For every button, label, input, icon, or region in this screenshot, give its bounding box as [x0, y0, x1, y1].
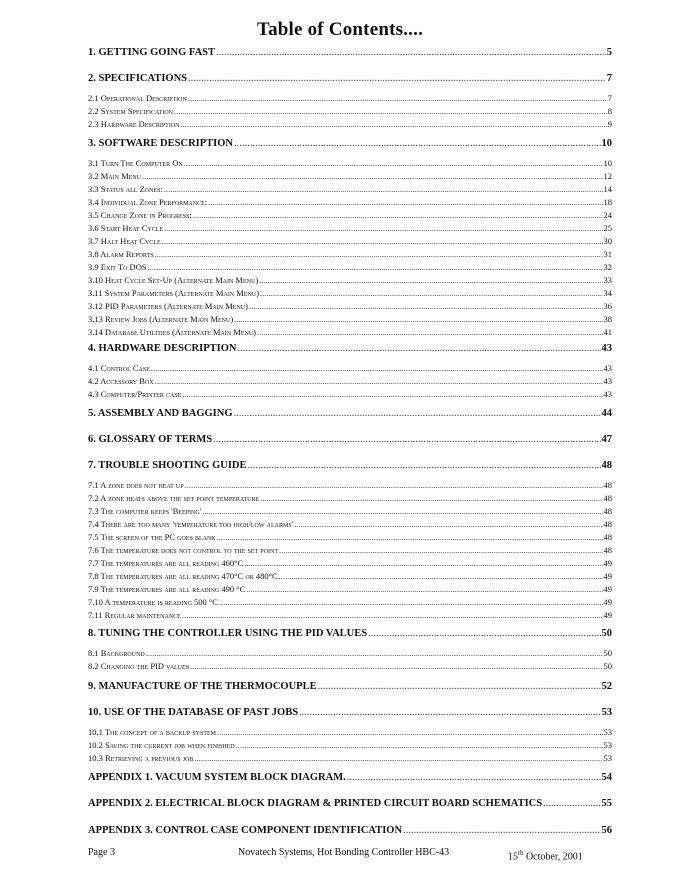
toc-entry-label: 9. MANUFACTURE OF THE THERMOCOUPLE	[88, 681, 317, 692]
toc-subsection-entry[interactable]	[88, 170, 612, 182]
toc-entry-label: 10.2 Saving the current job when finished	[88, 740, 235, 750]
toc-dot-leader	[249, 300, 603, 312]
toc-subsection-entry[interactable]	[88, 492, 612, 504]
toc-subsection-entry[interactable]	[88, 544, 612, 556]
toc-dot-leader	[294, 518, 602, 530]
toc-entry-label: 10. USE OF THE DATABASE OF PAST JOBS	[88, 707, 299, 718]
toc-subsection-entry[interactable]	[88, 570, 612, 582]
toc-entry-label: 7. TROUBLE SHOOTING GUIDE	[88, 460, 247, 471]
toc-dot-leader	[202, 505, 602, 517]
toc-entry-page: 49	[603, 610, 612, 620]
toc-entry-label: APPENDIX 3. CONTROL CASE COMPONENT IDENTIFICATION	[88, 825, 403, 836]
toc-dot-leader	[151, 362, 603, 374]
toc-dot-leader	[257, 326, 603, 338]
toc-entry-page: 55	[601, 798, 612, 809]
toc-dot-leader	[403, 824, 600, 838]
toc-entry-page: 7	[607, 93, 612, 103]
toc-entry-label: 3.8 Alarm Reports	[88, 249, 154, 259]
toc-entry-label: 10.3 Retrieving a previous job	[88, 753, 194, 763]
toc-entry-page: 5	[606, 47, 612, 58]
toc-entry-label: 3.3 Status all Zones:	[88, 184, 163, 194]
toc-section-entry[interactable]	[88, 459, 612, 473]
toc-entry-page: 52	[601, 681, 612, 692]
toc-subsection-entry[interactable]	[88, 752, 612, 764]
toc-entry-page: 48	[603, 480, 612, 490]
toc-entry-page: 56	[601, 825, 612, 836]
toc-dot-leader	[188, 72, 606, 86]
toc-entry-page: 48	[603, 532, 612, 542]
toc-entry-label: 7.11 Regular maintenance	[88, 610, 181, 620]
toc-entry-label: 3.11 System Parameters (Alternate Main Menu)	[88, 288, 259, 298]
toc-entry-label: 3.2 Main Menu	[88, 171, 141, 181]
toc-subsection-entry[interactable]	[88, 157, 612, 169]
toc-entry-page: 48	[603, 519, 612, 529]
toc-subsection-entry[interactable]	[88, 375, 612, 387]
toc-entry-page: 36	[603, 301, 612, 311]
toc-entry-label: 3.5 Change Zone in Progress:	[88, 210, 192, 220]
toc-entry-label: 3.7 Halt Heat Cycle	[88, 236, 161, 246]
toc-section-entry[interactable]	[88, 797, 612, 811]
toc-section-entry[interactable]	[88, 46, 612, 60]
toc-subsection-entry[interactable]	[88, 647, 612, 659]
toc-dot-leader	[279, 570, 603, 582]
toc-entry-label: 7.10 A temperature is reading 500 °C	[88, 597, 218, 607]
toc-entry-label: 3.1 Turn The Computer On	[88, 158, 183, 168]
page-title: Table of Contents....	[256, 19, 424, 40]
toc-entry-label: APPENDIX 2. ELECTRICAL BLOCK DIAGRAM & PRINTED CIRCUIT BOARD SCHEMATICS	[88, 798, 543, 809]
toc-section-entry[interactable]	[88, 771, 612, 785]
toc-subsection-entry[interactable]	[88, 196, 612, 208]
toc-dot-leader	[279, 544, 602, 556]
toc-subsection-entry[interactable]	[88, 596, 612, 608]
toc-entry-page: 18	[603, 197, 612, 207]
toc-entry-label: 7.7 The temperatures are all reading 460°C	[88, 558, 244, 568]
toc-entry-label: 3.9 Exit To DOS	[88, 262, 147, 272]
toc-entry-page: 25	[603, 223, 612, 233]
toc-dot-leader	[181, 118, 607, 130]
toc-entry-label: 7.8 The temperatures are all reading 470°C or 480°C	[88, 571, 278, 581]
toc-entry-label: 7.1 A zone does not heat up	[88, 480, 184, 490]
toc-entry-label: 4.3 Computer/Printer case	[88, 389, 182, 399]
toc-entry-page: 50	[603, 661, 612, 671]
toc-entry-page: 43	[603, 389, 612, 399]
toc-dot-leader	[299, 706, 600, 720]
toc-dot-leader	[185, 479, 603, 491]
toc-entry-page: 53	[603, 727, 612, 737]
toc-subsection-entry[interactable]	[88, 505, 612, 517]
toc-subsection-entry[interactable]	[88, 105, 612, 117]
toc-section-entry[interactable]	[88, 72, 612, 86]
footer-date-day: 15	[508, 851, 518, 863]
toc-entry-label: 7.4 There are too many 'temperature too high/low alarms'	[88, 519, 294, 529]
toc-dot-leader	[244, 557, 602, 569]
toc-subsection-entry[interactable]	[88, 739, 612, 751]
toc-entry-page: 43	[601, 343, 612, 354]
toc-subsection-entry[interactable]	[88, 183, 612, 195]
toc-dot-leader	[184, 157, 603, 169]
toc-dot-leader	[246, 583, 602, 595]
toc-entry-page: 49	[603, 584, 612, 594]
toc-dot-leader	[234, 137, 601, 151]
toc-section-entry[interactable]	[88, 137, 612, 151]
toc-entry-page: 49	[603, 597, 612, 607]
toc-entry-label: 4. HARDWARE DESCRIPTION	[88, 343, 237, 354]
toc-subsection-entry[interactable]	[88, 92, 612, 104]
footer-date	[508, 846, 583, 864]
toc-subsection-entry[interactable]	[88, 326, 612, 338]
toc-dot-leader	[188, 92, 607, 104]
toc-subsection-entry[interactable]	[88, 313, 612, 325]
toc-dot-leader	[347, 771, 601, 785]
toc-entry-page: 41	[603, 327, 612, 337]
toc-entry-page: 10	[601, 138, 612, 149]
toc-subsection-entry[interactable]	[88, 209, 612, 221]
toc-dot-leader	[142, 170, 603, 182]
toc-entry-label: 2.1 Operational Description	[88, 93, 187, 103]
toc-section-entry[interactable]	[88, 824, 612, 838]
toc-entry-page: 53	[601, 707, 612, 718]
toc-entry-page: 24	[603, 210, 612, 220]
toc-section-entry[interactable]	[88, 680, 612, 694]
toc-entry-label: 7.6 The temperature does not control to the set point	[88, 545, 279, 555]
footer-date-suffix: th	[518, 849, 524, 857]
toc-subsection-entry[interactable]	[88, 235, 612, 247]
toc-entry-page: 48	[603, 545, 612, 555]
toc-entry-label: 7.3 The computer keeps 'Beeping'	[88, 506, 202, 516]
toc-entry-label: 7.2 A zone heats above the set point temperature	[88, 493, 260, 503]
toc-subsection-entry[interactable]	[88, 557, 612, 569]
toc-dot-leader	[234, 313, 602, 325]
toc-dot-leader	[164, 222, 602, 234]
toc-entry-page: 7	[606, 73, 612, 84]
toc-dot-leader	[260, 287, 603, 299]
page-footer	[88, 846, 612, 863]
toc-entry-page: 47	[601, 434, 612, 445]
toc-subsection-entry[interactable]	[88, 248, 612, 260]
toc-subsection-entry[interactable]	[88, 287, 612, 299]
toc-subsection-entry[interactable]	[88, 118, 612, 130]
toc-entry-page: 30	[603, 236, 612, 246]
toc-dot-leader	[217, 531, 603, 543]
toc-subsection-entry[interactable]	[88, 274, 612, 286]
toc-dot-leader	[236, 739, 603, 751]
toc-entry-page: 31	[603, 249, 612, 259]
footer-date-rest: October, 2001	[523, 851, 583, 863]
toc-entry-page: 8	[607, 106, 612, 116]
toc-entry-label: 2.2 System Specification	[88, 106, 174, 116]
toc-entry-label: 7.9 The temperatures are all reading 490 °C	[88, 584, 246, 594]
toc-dot-leader	[248, 459, 601, 473]
toc-entry-page: 44	[601, 408, 612, 419]
toc-dot-leader	[368, 627, 600, 641]
toc-subsection-entry[interactable]	[88, 362, 612, 374]
toc-entry-page: 50	[601, 628, 612, 639]
toc-dot-leader	[234, 407, 601, 421]
toc-dot-leader	[174, 105, 607, 117]
toc-entry-page: 48	[603, 493, 612, 503]
toc-dot-leader	[194, 752, 602, 764]
toc-entry-label: 10.1 The concept of a backup system	[88, 727, 217, 737]
toc-entry-label: 3.12 PID Parameters (Alternate Main Menu)	[88, 301, 248, 311]
toc-entry-label: 3.10 Heat Cycle Set-Up (Alternate Main Menu)	[88, 275, 259, 285]
toc-subsection-entry[interactable]	[88, 479, 612, 491]
toc-dot-leader	[318, 680, 601, 694]
toc-entry-page: 53	[603, 753, 612, 763]
toc-entry-label: 3.13 Review Jobs (Alternate Main Menu)	[88, 314, 234, 324]
toc-subsection-entry[interactable]	[88, 531, 612, 543]
toc-entry-page: 43	[603, 376, 612, 386]
toc-entry-page: 34	[603, 288, 612, 298]
toc-dot-leader	[260, 492, 602, 504]
toc-dot-leader	[162, 235, 603, 247]
toc-subsection-entry[interactable]	[88, 660, 612, 672]
toc-entry-label: 8.2 Changing the PID values	[88, 661, 190, 671]
toc-entry-label: 3.6 Start Heat Cycle	[88, 223, 164, 233]
toc-entry-label: 6. GLOSSARY OF TERMS	[88, 434, 213, 445]
toc-dot-leader	[164, 183, 603, 195]
toc-subsection-entry[interactable]	[88, 518, 612, 530]
toc-entry-page: 49	[603, 571, 612, 581]
toc-subsection-entry[interactable]	[88, 261, 612, 273]
toc-section-entry[interactable]	[88, 407, 612, 421]
toc-dot-leader	[182, 609, 603, 621]
toc-entry-page: 53	[603, 740, 612, 750]
toc-entry-label: APPENDIX 1. VACUUM SYSTEM BLOCK DIAGRAM.	[88, 772, 346, 783]
toc-section-entry[interactable]	[88, 342, 612, 356]
toc-entry-page: 38	[603, 314, 612, 324]
toc-entry-page: 9	[607, 119, 612, 129]
toc-entry-label: 4.1 Control Case	[88, 363, 150, 373]
toc-entry-page: 33	[603, 275, 612, 285]
toc-entry-label: 3. SOFTWARE DESCRIPTION	[88, 138, 233, 149]
toc-entry-page: 12	[603, 171, 612, 181]
toc-dot-leader	[193, 209, 603, 221]
toc-entry-label: 2.3 Hardware Description	[88, 119, 180, 129]
toc-entry-page: 32	[603, 262, 612, 272]
toc-dot-leader	[146, 647, 603, 659]
toc-entry-label: 2. SPECIFICATIONS	[88, 73, 187, 84]
toc-entry-page: 50	[603, 648, 612, 658]
footer-company: Novatech Systems, Hot Bonding Controller HBC-43	[238, 847, 450, 858]
toc-subsection-entry[interactable]	[88, 222, 612, 234]
toc-subsection-entry[interactable]	[88, 726, 612, 738]
toc-subsection-entry[interactable]	[88, 300, 612, 312]
toc-dot-leader	[237, 342, 600, 356]
toc-section-entry[interactable]	[88, 627, 612, 641]
toc-entry-page: 48	[601, 460, 612, 471]
toc-entry-page: 48	[603, 506, 612, 516]
toc-entry-label: 3.14 Database Utilities (Alternate Main Menu)	[88, 327, 256, 337]
toc-section-entry[interactable]	[88, 706, 612, 720]
toc-entry-label: 4.2 Accessory Box	[88, 376, 154, 386]
toc-entry-page: 49	[603, 558, 612, 568]
footer-page-number: Page 3	[88, 847, 115, 858]
toc-dot-leader	[208, 196, 602, 208]
toc-entry-page: 10	[603, 158, 612, 168]
toc-entry-page: 14	[603, 184, 612, 194]
toc-dot-leader	[155, 375, 603, 387]
toc-dot-leader	[182, 388, 602, 400]
toc-dot-leader	[213, 433, 600, 447]
toc-dot-leader	[543, 797, 600, 811]
toc-subsection-entry[interactable]	[88, 609, 612, 621]
toc-entry-label: 5. ASSEMBLY AND BAGGING	[88, 408, 233, 419]
toc-dot-leader	[190, 660, 602, 672]
toc-section-entry[interactable]	[88, 433, 612, 447]
toc-subsection-entry[interactable]	[88, 583, 612, 595]
toc-dot-leader	[217, 726, 602, 738]
toc-dot-leader	[216, 46, 606, 60]
toc-subsection-entry[interactable]	[88, 388, 612, 400]
toc-entry-label: 1. GETTING GOING FAST	[88, 47, 215, 58]
toc-entry-label: 8. TUNING THE CONTROLLER USING THE PID VALUES	[88, 628, 368, 639]
toc-entry-label: 7.5 The screen of the PC goes blank	[88, 532, 216, 542]
toc-entry-label: 8.1 Background	[88, 648, 145, 658]
toc-entry-label: 3.4 Individual Zone Performance:	[88, 197, 208, 207]
toc-dot-leader	[259, 274, 602, 286]
toc-dot-leader	[155, 248, 603, 260]
toc-entry-page: 43	[603, 363, 612, 373]
toc-dot-leader	[219, 596, 603, 608]
toc-dot-leader	[148, 261, 603, 273]
toc-entry-page: 54	[601, 772, 612, 783]
